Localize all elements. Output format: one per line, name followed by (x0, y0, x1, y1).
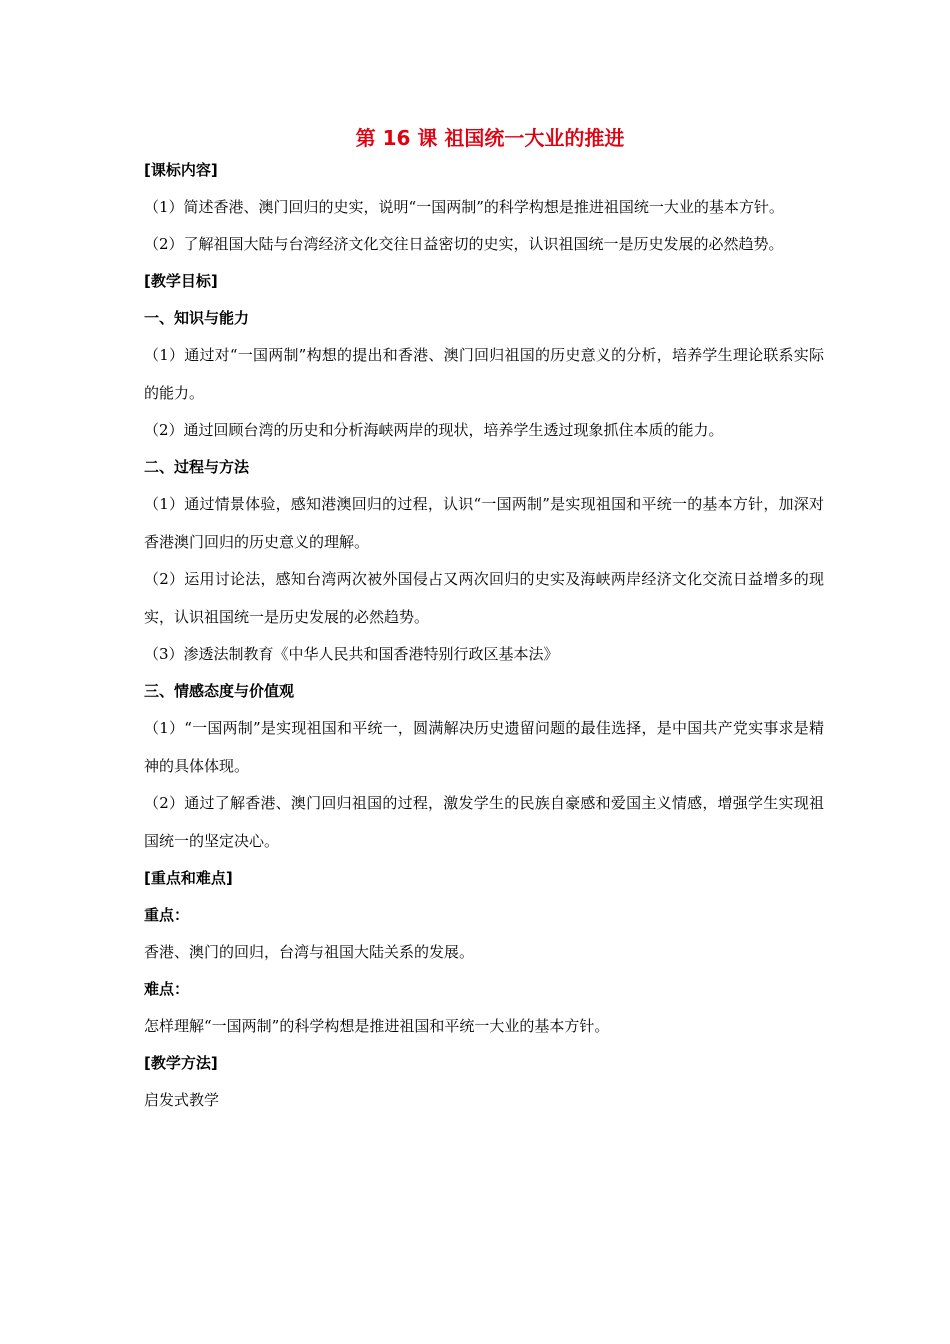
document-body (144, 160, 824, 1127)
method-text: 启发式教学 (144, 1091, 220, 1109)
knowledge-heading: 一、知识与能力 (144, 309, 250, 327)
knowledge-item-1: （1）通过对“一国两制”构想的提出和香港、澳门回归祖国的历史意义的分析，培养学生理论联系实际的能力。 (144, 346, 824, 402)
lesson-title: 第 16 课 祖国统一大业的推进 (355, 126, 625, 150)
key-point-heading: 重点： (144, 906, 190, 924)
difficult-point-heading: 难点： (144, 980, 190, 998)
difficult-point-text: 怎样理解“一国两制”的科学构想是推进祖国和平统一大业的基本方针。 (144, 1017, 610, 1035)
key-difficult-heading: [重点和难点] (144, 869, 233, 887)
key-point-text: 香港、澳门的回归，台湾与祖国大陆关系的发展。 (144, 943, 475, 961)
process-item-1: （1）通过情景体验，感知港澳回归的过程，认识“一国两制”是实现祖国和平统一的基本方针，加深对香港澳门回归的历史意义的理解。 (144, 495, 824, 551)
emotion-item-1: （1）“一国两制”是实现祖国和平统一，圆满解决历史遗留问题的最佳选择，是中国共产党实事求是精神的具体体现。 (144, 719, 824, 775)
process-item-2: （2）运用讨论法，感知台湾两次被外国侵占又两次回归的史实及海峡两岸经济文化交流日益增多的现实，认识祖国统一是历史发展的必然趋势。 (144, 570, 824, 626)
objectives-heading: [教学目标] (144, 272, 218, 290)
curriculum-heading: [课标内容] (144, 161, 218, 179)
curriculum-item-2: （2）了解祖国大陆与台湾经济文化交往日益密切的史实，认识祖国统一是历史发展的必然趋势。 (144, 235, 784, 253)
emotion-heading: 三、情感态度与价值观 (144, 682, 295, 700)
emotion-item-2: （2）通过了解香港、澳门回归祖国的过程，激发学生的民族自豪感和爱国主义情感，增强学生实现祖国统一的坚定决心。 (144, 794, 824, 850)
knowledge-item-2: （2）通过回顾台湾的历史和分析海峡两岸的现状，培养学生透过现象抓住本质的能力。 (144, 421, 724, 439)
process-heading: 二、过程与方法 (144, 458, 250, 476)
curriculum-item-1: （1）简述香港、澳门回归的史实，说明“一国两制”的科学构想是推进祖国统一大业的基本方针。 (144, 198, 784, 216)
process-item-3: （3）渗透法制教育《中华人民共和国香港特别行政区基本法》 (144, 645, 559, 663)
method-heading: [教学方法] (144, 1054, 218, 1072)
